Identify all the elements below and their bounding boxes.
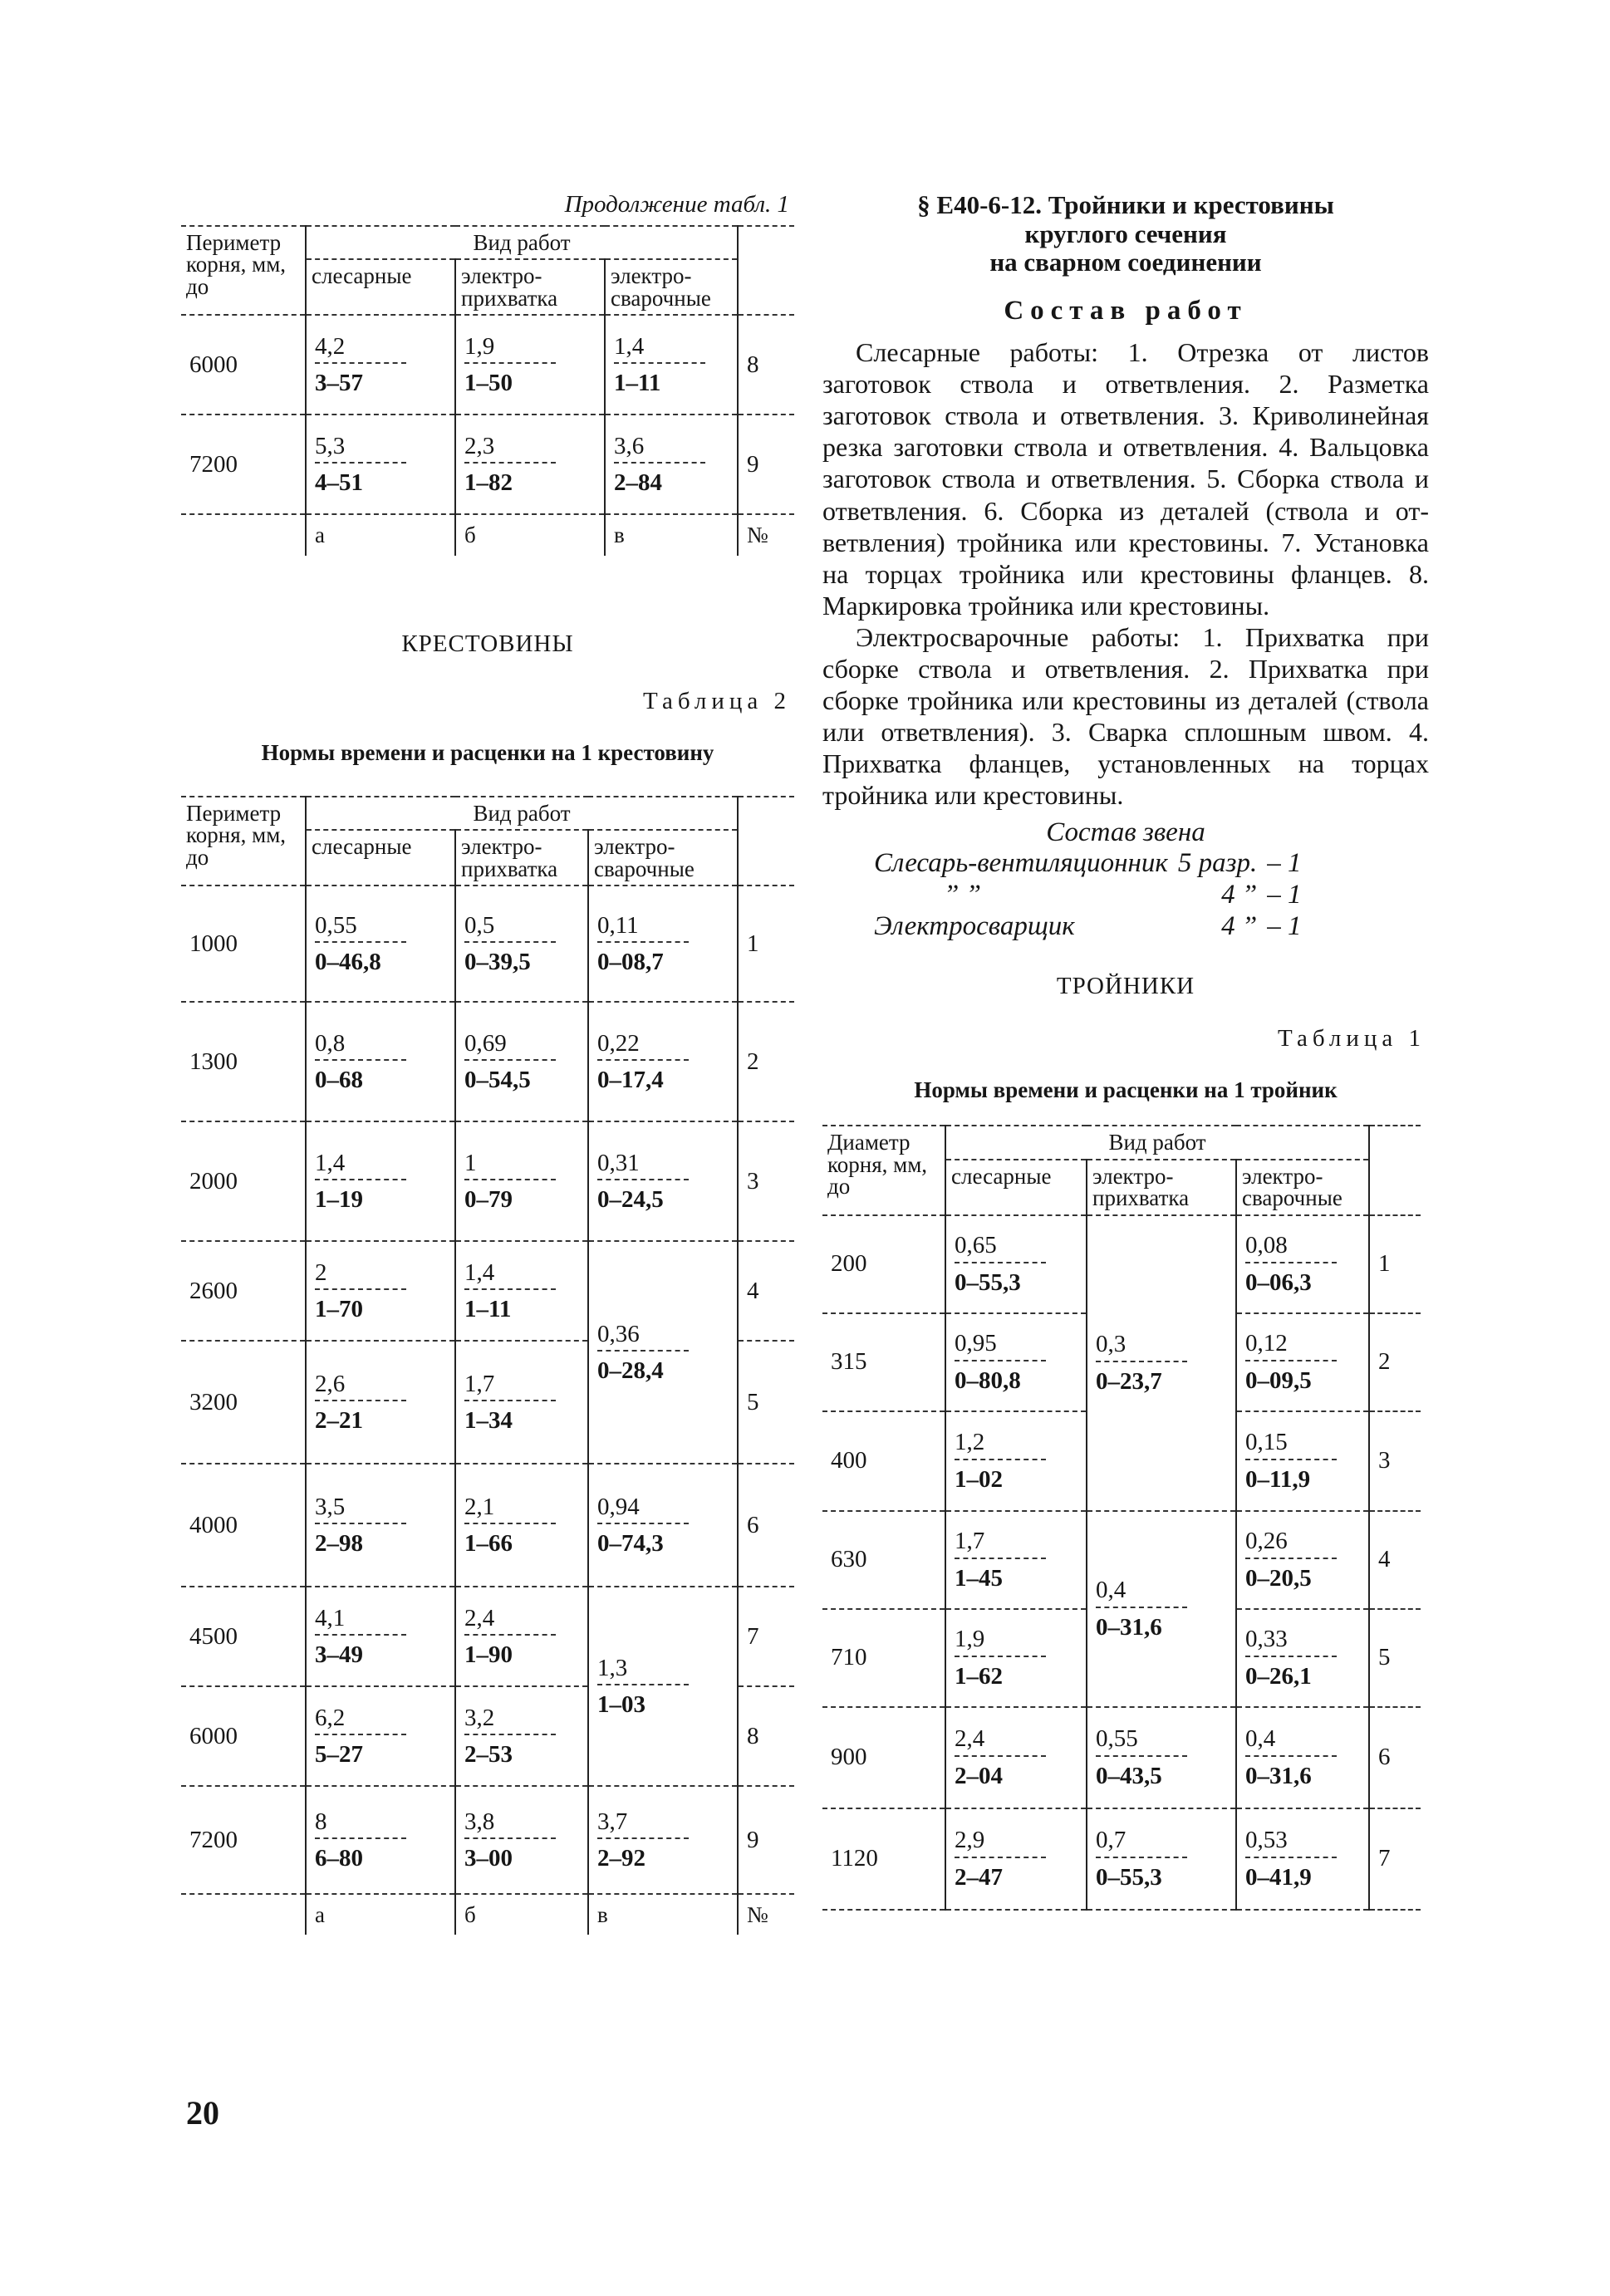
header-col-b: электроприхватка xyxy=(455,259,605,315)
perimeter-cell: 7200 xyxy=(181,415,306,514)
crew-table xyxy=(869,848,1306,943)
header-work-type: Вид работ xyxy=(945,1126,1369,1159)
crew-row xyxy=(869,880,1306,911)
table-row xyxy=(181,886,794,1002)
continuation-label: Продолжение табл. 1 xyxy=(564,191,789,218)
table-row xyxy=(181,1121,794,1241)
perimeter-cell: 4500 xyxy=(181,1587,306,1686)
table1-label: Таблица 1 xyxy=(1277,1025,1426,1052)
header-col-c: электросварочные xyxy=(1236,1160,1369,1215)
row-number: 6 xyxy=(1369,1707,1421,1808)
crew-count: – 1 xyxy=(1267,880,1302,910)
value-cell: $\frac{1,9}{1-50}$ xyxy=(455,315,605,415)
value-cell: $\frac{2,1}{1-66}$ xyxy=(455,1464,588,1587)
value-cell-merged: $\frac{0,3}{0-23,7}$ xyxy=(1087,1215,1236,1511)
value-cell-merged: $\frac{0,36}{0-28,4}$ xyxy=(588,1241,738,1464)
value-cell: $\frac{0,95}{0-80,8}$ xyxy=(945,1313,1087,1411)
value-cell: $\frac{0,65}{0-55,3}$ xyxy=(945,1215,1087,1313)
header-diameter: Диаметр корня, мм, до xyxy=(822,1126,945,1214)
right-column xyxy=(822,191,1429,1911)
value-cell: $\frac{0,26}{0-20,5}$ xyxy=(1236,1511,1369,1609)
table2-label: Таблица 2 xyxy=(642,687,791,714)
value-cell: $\frac{1,9}{1-62}$ xyxy=(945,1609,1087,1707)
value-cell: $\frac{0,12}{0-09,5}$ xyxy=(1236,1313,1369,1411)
table-row xyxy=(181,1786,794,1894)
row-number: 9 xyxy=(738,1786,794,1894)
row-number: 1 xyxy=(738,886,794,1002)
crew-role: ” ” xyxy=(944,880,981,910)
perimeter-cell: 2600 xyxy=(181,1241,306,1341)
value-cell-merged: $\frac{0,4}{0-31,6}$ xyxy=(1087,1511,1236,1707)
crew-grade: 4 ” xyxy=(1221,880,1258,910)
value-cell: $\frac{3,6}{2-84}$ xyxy=(605,415,738,514)
table1-caption: Нормы времени и расценки на 1 тройник xyxy=(914,1077,1338,1103)
table-row xyxy=(822,1511,1421,1609)
column-letters-row xyxy=(181,1894,794,1935)
value-cell: $\frac{2,4}{2-04}$ xyxy=(945,1707,1087,1808)
page-number: 20 xyxy=(186,2094,219,2132)
row-number: 3 xyxy=(1369,1411,1421,1511)
column-letter: б xyxy=(455,514,605,555)
row-number: 3 xyxy=(738,1121,794,1241)
column-letters-row xyxy=(181,514,794,555)
table-row xyxy=(181,1241,794,1341)
row-number: 2 xyxy=(738,1002,794,1121)
table-row xyxy=(181,1002,794,1121)
value-cell: $\frac{3,7}{2-92}$ xyxy=(588,1786,738,1894)
row-number: 4 xyxy=(738,1241,794,1341)
header-rownum xyxy=(1369,1126,1421,1214)
row-number: 8 xyxy=(738,1686,794,1786)
value-cell: $\frac{0,11}{0-08,7}$ xyxy=(588,886,738,1002)
table2-caption: Нормы времени и расценки на 1 крестовину xyxy=(261,739,714,765)
section-heading xyxy=(822,191,1429,277)
value-cell: $\frac{0,31}{0-24,5}$ xyxy=(588,1121,738,1241)
value-cell: $\frac{4,1}{3-49}$ xyxy=(306,1587,455,1686)
perimeter-cell: 4000 xyxy=(181,1464,306,1587)
perimeter-cell: 1000 xyxy=(181,886,306,1002)
perimeter-cell: 6000 xyxy=(181,1686,306,1786)
header-col-a: слесарные xyxy=(306,259,455,315)
column-letter: № xyxy=(747,1902,768,1928)
crew-count: – 1 xyxy=(1267,848,1302,879)
value-cell: $\frac{3,8}{3-00}$ xyxy=(455,1786,588,1894)
value-cell: $\frac{1,7}{1-45}$ xyxy=(945,1511,1087,1609)
value-cell: $\frac{1,4}{1-19}$ xyxy=(306,1121,455,1241)
perimeter-cell: 6000 xyxy=(181,315,306,415)
diameter-cell: 315 xyxy=(822,1313,945,1411)
column-letter: а xyxy=(306,514,455,555)
row-number: 2 xyxy=(1369,1313,1421,1411)
diameter-cell: 400 xyxy=(822,1411,945,1511)
column-letter: а xyxy=(306,1894,455,1935)
value-cell: $\frac{6,2}{5-27}$ xyxy=(306,1686,455,1786)
value-cell: $\frac{0,4}{0-31,6}$ xyxy=(1236,1707,1369,1808)
column-letter: в xyxy=(605,514,738,555)
table-row xyxy=(181,415,794,514)
header-perimeter: Периметр корня, мм, до xyxy=(181,226,306,315)
value-cell: $\frac{0,08}{0-06,3}$ xyxy=(1236,1215,1369,1313)
crew-count: – 1 xyxy=(1267,911,1302,942)
value-cell: $\frac{1,7}{1-34}$ xyxy=(455,1341,588,1464)
value-cell: $\frac{0,69}{0-54,5}$ xyxy=(455,1002,588,1121)
crew-row xyxy=(869,911,1306,943)
value-cell: $\frac{1,2}{1-02}$ xyxy=(945,1411,1087,1511)
value-cell: $\frac{0,55}{0-46,8}$ xyxy=(306,886,455,1002)
row-number: 8 xyxy=(738,315,794,415)
value-cell: $\frac{0,53}{0-41,9}$ xyxy=(1236,1808,1369,1910)
crew-role: Электросварщик xyxy=(874,911,1075,942)
value-cell: $\frac{1}{0-79}$ xyxy=(455,1121,588,1241)
row-number: 1 xyxy=(1369,1215,1421,1313)
value-cell: $\frac{0,94}{0-74,3}$ xyxy=(588,1464,738,1587)
value-cell-merged: $\frac{1,3}{1-03}$ xyxy=(588,1587,738,1786)
diameter-cell: 200 xyxy=(822,1215,945,1313)
value-cell: $\frac{2,4}{1-90}$ xyxy=(455,1587,588,1686)
value-cell: $\frac{0,7}{0-55,3}$ xyxy=(1087,1808,1236,1910)
column-letter: б xyxy=(455,1894,588,1935)
sostav-zvena-heading: Состав звена xyxy=(1046,817,1205,848)
table2-krestoviny xyxy=(181,796,794,1935)
header-col-c: электросварочные xyxy=(588,830,738,886)
header-col-a: слесарные xyxy=(945,1160,1087,1215)
header-col-a: слесарные xyxy=(306,830,455,886)
crew-role: Слесарь-вентиляционник xyxy=(874,848,1168,879)
value-cell: $\frac{0,15}{0-11,9}$ xyxy=(1236,1411,1369,1511)
diameter-cell: 630 xyxy=(822,1511,945,1609)
table1-troyniki xyxy=(822,1125,1421,1910)
row-number: 9 xyxy=(738,415,794,514)
perimeter-cell: 1300 xyxy=(181,1002,306,1121)
table-row xyxy=(181,1464,794,1587)
value-cell: $\frac{0,22}{0-17,4}$ xyxy=(588,1002,738,1121)
header-rownum xyxy=(738,226,794,315)
row-number: 7 xyxy=(1369,1808,1421,1910)
section-title-troyniki: ТРОЙНИКИ xyxy=(1056,973,1195,1000)
value-cell: $\frac{4,2}{3-57}$ xyxy=(306,315,455,415)
header-col-b: электроприхватка xyxy=(1087,1160,1236,1215)
sostav-rabot-heading: Состав работ xyxy=(1004,296,1248,326)
header-col-c: электросварочные xyxy=(605,259,738,315)
value-cell: $\frac{2}{1-70}$ xyxy=(306,1241,455,1341)
crew-grade: 4 ” xyxy=(1221,911,1258,942)
value-cell: $\frac{2,6}{2-21}$ xyxy=(306,1341,455,1464)
header-work-type: Вид работ xyxy=(306,797,738,830)
value-cell: $\frac{1,4}{1-11}$ xyxy=(455,1241,588,1341)
table-row xyxy=(822,1707,1421,1808)
perimeter-cell: 3200 xyxy=(181,1341,306,1464)
paragraph-slesarnye: Слесарные работы: 1. Отрезка от листов заготовок ствола и ответвления. 2. Разметка заготовок ствола и ответвления. 3. Криволинейная резка заготовки ствола и ответвления. 4. Вальцовка заготовок ствола и ответвления. 5. Сборка ствола и ответвления. 6. Сборка из деталей (ствола и ответвления) тройника или крестовины. 7. Установка на торцах тройника или крестовины фланцев. 8. Маркировка тройника или крестовины. xyxy=(822,337,1429,621)
header-work-type: Вид работ xyxy=(306,226,738,259)
diameter-cell: 1120 xyxy=(822,1808,945,1910)
value-cell: $\frac{5,3}{4-51}$ xyxy=(306,415,455,514)
table-row xyxy=(181,315,794,415)
value-cell: $\frac{3,5}{2-98}$ xyxy=(306,1464,455,1587)
perimeter-cell: 7200 xyxy=(181,1786,306,1894)
table1-continuation xyxy=(181,225,794,556)
value-cell: $\frac{0,5}{0-39,5}$ xyxy=(455,886,588,1002)
value-cell: $\frac{8}{6-80}$ xyxy=(306,1786,455,1894)
value-cell: $\frac{0,8}{0-68}$ xyxy=(306,1002,455,1121)
table-row xyxy=(822,1215,1421,1313)
crew-grade: 5 разр. xyxy=(1177,848,1258,879)
left-column xyxy=(181,191,794,1935)
table-row xyxy=(181,1587,794,1686)
row-number: 6 xyxy=(738,1464,794,1587)
row-number: 7 xyxy=(738,1587,794,1686)
column-letter: в xyxy=(588,1894,738,1935)
section-heading-line3: на сварном соединении xyxy=(989,248,1262,277)
table-row xyxy=(822,1808,1421,1910)
header-col-b: электроприхватка xyxy=(455,830,588,886)
value-cell: $\frac{3,2}{2-53}$ xyxy=(455,1686,588,1786)
row-number: 5 xyxy=(738,1341,794,1464)
crew-row xyxy=(869,848,1306,880)
section-heading-line1: § Е40-6-12. Тройники и крестовины xyxy=(917,190,1334,219)
row-number: 5 xyxy=(1369,1609,1421,1707)
value-cell: $\frac{0,55}{0-43,5}$ xyxy=(1087,1707,1236,1808)
section-title-krestoviny: КРЕСТОВИНЫ xyxy=(401,630,574,657)
paragraph-electrosvarochnye: Электросварочные работы: 1. Прихватка при сборке ствола и ответвления. 2. Прихватка при сборке тройника или крестовины из деталей (ствола или ответвления). 3. Сварка сплошным швом. 4. Прихватка фланцев, установленных на торцах тройника или крестовины. xyxy=(822,621,1429,811)
diameter-cell: 710 xyxy=(822,1609,945,1707)
section-heading-line2: круглого сечения xyxy=(1024,218,1227,248)
header-rownum xyxy=(738,797,794,886)
diameter-cell: 900 xyxy=(822,1707,945,1808)
column-letter: № xyxy=(747,522,768,548)
value-cell: $\frac{0,33}{0-26,1}$ xyxy=(1236,1609,1369,1707)
header-perimeter: Периметр корня, мм, до xyxy=(181,797,306,886)
value-cell: $\frac{2,3}{1-82}$ xyxy=(455,415,605,514)
value-cell: $\frac{1,4}{1-11}$ xyxy=(605,315,738,415)
row-number: 4 xyxy=(1369,1511,1421,1609)
perimeter-cell: 2000 xyxy=(181,1121,306,1241)
value-cell: $\frac{2,9}{2-47}$ xyxy=(945,1808,1087,1910)
